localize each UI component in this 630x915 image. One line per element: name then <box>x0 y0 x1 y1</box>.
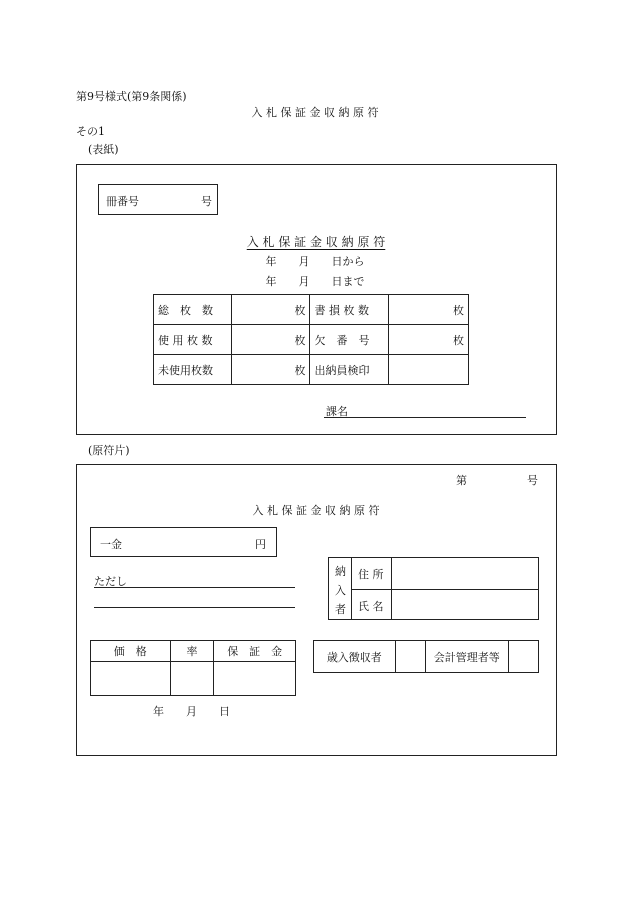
period-to: 年 月 日まで <box>265 275 365 288</box>
count-unit: 枚 <box>388 325 468 355</box>
booklet-number-label: 冊番号 <box>106 195 139 208</box>
stub-label: (原符片) <box>88 444 130 457</box>
price-table <box>90 640 296 696</box>
period-from: 年 月 日から <box>265 255 365 268</box>
rate-header: 率 <box>170 641 214 662</box>
count-label: 未使用枚数 <box>154 355 232 385</box>
cover-label: (表紙) <box>88 143 119 156</box>
count-unit: 枚 <box>388 295 468 325</box>
count-unit: 枚 <box>232 355 310 385</box>
note-line-1 <box>94 587 295 588</box>
payer-row-divider <box>351 589 539 590</box>
count-unit <box>388 355 468 385</box>
table-row <box>154 295 469 325</box>
section-label: 課名 <box>326 405 348 418</box>
amount-prefix: 一金 <box>100 538 122 551</box>
collector-seal-cell <box>395 641 425 673</box>
payer-side-label-2: 入 <box>335 584 346 597</box>
table-row <box>91 641 296 662</box>
count-label: 欠 番 号 <box>310 325 388 355</box>
address-label: 住 所 <box>358 568 384 581</box>
collector-label: 歳入徴収者 <box>314 641 396 673</box>
part-label: その1 <box>76 125 105 138</box>
section-underline <box>324 417 526 418</box>
price-cell <box>91 662 171 696</box>
count-label: 書 損 枚 数 <box>310 295 388 325</box>
table-row <box>154 355 469 385</box>
document-title: 入 札 保 証 金 収 納 原 符 <box>251 106 379 119</box>
signature-table <box>313 640 539 673</box>
amount-suffix: 円 <box>255 538 266 551</box>
booklet-number-suffix: 号 <box>201 195 212 208</box>
rate-cell <box>170 662 214 696</box>
price-header: 価 格 <box>91 641 171 662</box>
name-label: 氏 名 <box>358 600 384 613</box>
stub-date: 年 月 日 <box>153 705 230 718</box>
table-row <box>91 662 296 696</box>
count-label: 使 用 枚 数 <box>154 325 232 355</box>
manager-label: 会計管理者等 <box>425 641 509 673</box>
stub-number-suffix: 号 <box>527 474 538 487</box>
count-label: 出納員検印 <box>310 355 388 385</box>
payer-side-label-3: 者 <box>335 603 346 616</box>
table-row <box>154 325 469 355</box>
cover-count-table <box>153 294 469 385</box>
stub-number-prefix: 第 <box>456 474 467 487</box>
payer-side-label-1: 納 <box>335 565 346 578</box>
deposit-header: 保 証 金 <box>214 641 296 662</box>
note-line-2 <box>94 607 295 608</box>
count-label: 総 枚 数 <box>154 295 232 325</box>
stub-title: 入 札 保 証 金 収 納 原 符 <box>252 504 380 517</box>
table-row <box>314 641 539 673</box>
count-unit: 枚 <box>232 295 310 325</box>
note-label: ただし <box>94 575 127 588</box>
form-number: 第9号様式(第9条関係) <box>76 90 187 103</box>
deposit-cell <box>214 662 296 696</box>
count-unit: 枚 <box>232 325 310 355</box>
manager-seal-cell <box>509 641 539 673</box>
cover-title: 入 札 保 証 金 収 納 原 符 <box>246 235 386 249</box>
